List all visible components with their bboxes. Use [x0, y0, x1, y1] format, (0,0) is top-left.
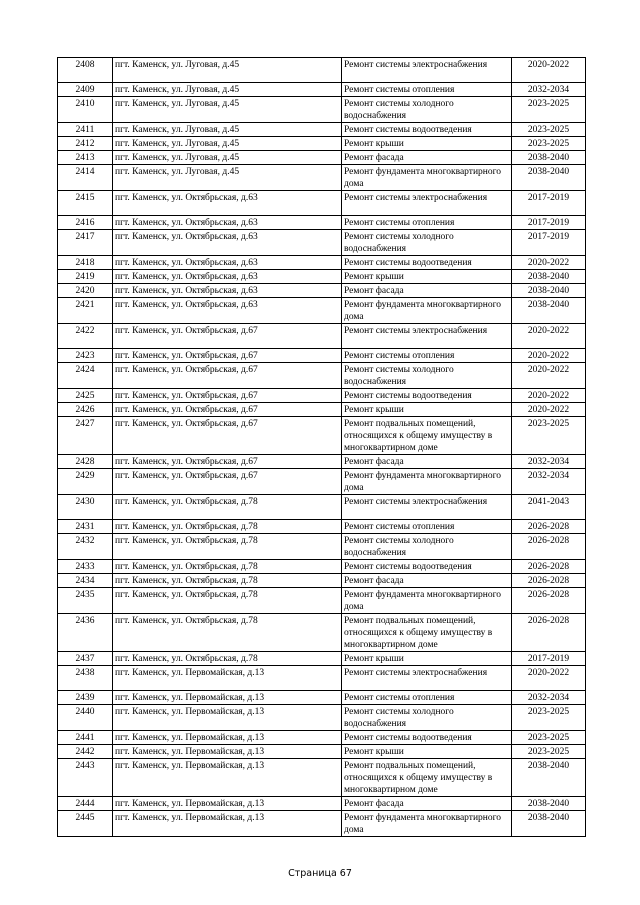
- work-type-cell: Ремонт системы отопления: [342, 691, 512, 705]
- table-row: [58, 455, 586, 469]
- table-row: [58, 745, 586, 759]
- work-type-cell: Ремонт системы электроснабжения: [342, 191, 512, 216]
- row-number-cell: 2433: [58, 560, 113, 574]
- work-type-cell: Ремонт системы отопления: [342, 216, 512, 230]
- row-number-cell: 2415: [58, 191, 113, 216]
- work-type-cell: Ремонт подвальных помещений, относящихся к общему имуществу в многоквартирном доме: [342, 417, 512, 455]
- work-type-cell: Ремонт фасада: [342, 455, 512, 469]
- period-cell: 2038-2040: [512, 298, 586, 324]
- work-type-cell: Ремонт фасада: [342, 151, 512, 165]
- row-number-cell: 2441: [58, 731, 113, 745]
- period-cell: 2026-2028: [512, 560, 586, 574]
- address-cell: пгт. Каменск, ул. Октябрьская, д.63: [113, 216, 342, 230]
- address-cell: пгт. Каменск, ул. Октябрьская, д.78: [113, 652, 342, 666]
- address-cell: пгт. Каменск, ул. Октябрьская, д.67: [113, 349, 342, 363]
- work-type-cell: Ремонт крыши: [342, 270, 512, 284]
- address-cell: пгт. Каменск, ул. Октябрьская, д.78: [113, 534, 342, 560]
- address-cell: пгт. Каменск, ул. Октябрьская, д.78: [113, 588, 342, 614]
- table-row: [58, 534, 586, 560]
- row-number-cell: 2428: [58, 455, 113, 469]
- table-row: [58, 123, 586, 137]
- row-number-cell: 2410: [58, 97, 113, 123]
- work-type-cell: Ремонт системы электроснабжения: [342, 495, 512, 520]
- work-type-cell: Ремонт системы водоотведения: [342, 560, 512, 574]
- period-cell: 2038-2040: [512, 270, 586, 284]
- work-type-cell: Ремонт подвальных помещений, относящихся к общему имуществу в многоквартирном доме: [342, 759, 512, 797]
- table-row: [58, 151, 586, 165]
- work-type-cell: Ремонт фасада: [342, 574, 512, 588]
- table-row: [58, 284, 586, 298]
- row-number-cell: 2419: [58, 270, 113, 284]
- table-row: [58, 691, 586, 705]
- period-cell: 2026-2028: [512, 534, 586, 560]
- table-row: [58, 324, 586, 349]
- work-type-cell: Ремонт фундамента многоквартирного дома: [342, 469, 512, 495]
- row-number-cell: 2412: [58, 137, 113, 151]
- work-type-cell: Ремонт системы холодного водоснабжения: [342, 97, 512, 123]
- table-row: [58, 403, 586, 417]
- work-type-cell: Ремонт крыши: [342, 745, 512, 759]
- address-cell: пгт. Каменск, ул. Октябрьская, д.78: [113, 560, 342, 574]
- address-cell: пгт. Каменск, ул. Октябрьская, д.63: [113, 230, 342, 256]
- period-cell: 2020-2022: [512, 666, 586, 691]
- table-row: [58, 83, 586, 97]
- period-cell: 2023-2025: [512, 123, 586, 137]
- work-type-cell: Ремонт системы отопления: [342, 83, 512, 97]
- table-row: [58, 363, 586, 389]
- table-row: [58, 216, 586, 230]
- row-number-cell: 2408: [58, 58, 113, 83]
- work-type-cell: Ремонт системы холодного водоснабжения: [342, 230, 512, 256]
- address-cell: пгт. Каменск, ул. Луговая, д.45: [113, 58, 342, 83]
- row-number-cell: 2423: [58, 349, 113, 363]
- row-number-cell: 2411: [58, 123, 113, 137]
- work-type-cell: Ремонт фасада: [342, 797, 512, 811]
- table-row: [58, 58, 586, 83]
- address-cell: пгт. Каменск, ул. Луговая, д.45: [113, 123, 342, 137]
- row-number-cell: 2425: [58, 389, 113, 403]
- work-type-cell: Ремонт системы электроснабжения: [342, 666, 512, 691]
- table-row: [58, 652, 586, 666]
- work-type-cell: Ремонт системы электроснабжения: [342, 324, 512, 349]
- address-cell: пгт. Каменск, ул. Октябрьская, д.63: [113, 270, 342, 284]
- table-row: [58, 759, 586, 797]
- period-cell: 2023-2025: [512, 745, 586, 759]
- period-cell: 2041-2043: [512, 495, 586, 520]
- row-number-cell: 2443: [58, 759, 113, 797]
- table-row: [58, 349, 586, 363]
- address-cell: пгт. Каменск, ул. Луговая, д.45: [113, 97, 342, 123]
- row-number-cell: 2439: [58, 691, 113, 705]
- table-row: [58, 666, 586, 691]
- address-cell: пгт. Каменск, ул. Октябрьская, д.78: [113, 614, 342, 652]
- row-number-cell: 2432: [58, 534, 113, 560]
- period-cell: 2026-2028: [512, 614, 586, 652]
- row-number-cell: 2442: [58, 745, 113, 759]
- table-row: [58, 797, 586, 811]
- row-number-cell: 2409: [58, 83, 113, 97]
- row-number-cell: 2420: [58, 284, 113, 298]
- row-number-cell: 2431: [58, 520, 113, 534]
- document-page: [57, 57, 585, 837]
- work-type-cell: Ремонт системы водоотведения: [342, 123, 512, 137]
- row-number-cell: 2434: [58, 574, 113, 588]
- period-cell: 2017-2019: [512, 230, 586, 256]
- work-type-cell: Ремонт системы водоотведения: [342, 731, 512, 745]
- work-type-cell: Ремонт системы холодного водоснабжения: [342, 363, 512, 389]
- table-row: [58, 520, 586, 534]
- row-number-cell: 2417: [58, 230, 113, 256]
- work-type-cell: Ремонт фасада: [342, 284, 512, 298]
- work-type-cell: Ремонт крыши: [342, 137, 512, 151]
- address-cell: пгт. Каменск, ул. Первомайская, д.13: [113, 797, 342, 811]
- table-row: [58, 230, 586, 256]
- address-cell: пгт. Каменск, ул. Октябрьская, д.67: [113, 469, 342, 495]
- table-row: [58, 495, 586, 520]
- work-type-cell: Ремонт системы отопления: [342, 349, 512, 363]
- address-cell: пгт. Каменск, ул. Первомайская, д.13: [113, 811, 342, 837]
- table-row: [58, 469, 586, 495]
- work-type-cell: Ремонт системы водоотведения: [342, 389, 512, 403]
- table-body: [58, 58, 586, 837]
- period-cell: 2032-2034: [512, 455, 586, 469]
- table-row: [58, 389, 586, 403]
- period-cell: 2038-2040: [512, 165, 586, 191]
- row-number-cell: 2422: [58, 324, 113, 349]
- repair-schedule-table: [57, 57, 586, 837]
- table-row: [58, 256, 586, 270]
- period-cell: 2017-2019: [512, 216, 586, 230]
- address-cell: пгт. Каменск, ул. Первомайская, д.13: [113, 691, 342, 705]
- table-row: [58, 191, 586, 216]
- work-type-cell: Ремонт системы электроснабжения: [342, 58, 512, 83]
- address-cell: пгт. Каменск, ул. Октябрьская, д.67: [113, 417, 342, 455]
- table-row: [58, 165, 586, 191]
- period-cell: 2017-2019: [512, 652, 586, 666]
- page-number: Страница 67: [288, 868, 352, 879]
- period-cell: 2020-2022: [512, 256, 586, 270]
- row-number-cell: 2444: [58, 797, 113, 811]
- row-number-cell: 2437: [58, 652, 113, 666]
- address-cell: пгт. Каменск, ул. Луговая, д.45: [113, 165, 342, 191]
- address-cell: пгт. Каменск, ул. Октябрьская, д.78: [113, 520, 342, 534]
- address-cell: пгт. Каменск, ул. Октябрьская, д.63: [113, 284, 342, 298]
- address-cell: пгт. Каменск, ул. Октябрьская, д.67: [113, 389, 342, 403]
- table-row: [58, 137, 586, 151]
- address-cell: пгт. Каменск, ул. Первомайская, д.13: [113, 731, 342, 745]
- row-number-cell: 2430: [58, 495, 113, 520]
- address-cell: пгт. Каменск, ул. Луговая, д.45: [113, 137, 342, 151]
- table-row: [58, 417, 586, 455]
- row-number-cell: 2421: [58, 298, 113, 324]
- address-cell: пгт. Каменск, ул. Октябрьская, д.67: [113, 403, 342, 417]
- work-type-cell: Ремонт крыши: [342, 652, 512, 666]
- address-cell: пгт. Каменск, ул. Октябрьская, д.78: [113, 495, 342, 520]
- row-number-cell: 2435: [58, 588, 113, 614]
- address-cell: пгт. Каменск, ул. Октябрьская, д.63: [113, 191, 342, 216]
- row-number-cell: 2414: [58, 165, 113, 191]
- period-cell: 2038-2040: [512, 811, 586, 837]
- table-row: [58, 705, 586, 731]
- row-number-cell: 2413: [58, 151, 113, 165]
- address-cell: пгт. Каменск, ул. Октябрьская, д.63: [113, 256, 342, 270]
- address-cell: пгт. Каменск, ул. Первомайская, д.13: [113, 759, 342, 797]
- table-row: [58, 811, 586, 837]
- address-cell: пгт. Каменск, ул. Первомайская, д.13: [113, 705, 342, 731]
- address-cell: пгт. Каменск, ул. Октябрьская, д.67: [113, 363, 342, 389]
- period-cell: 2017-2019: [512, 191, 586, 216]
- table-row: [58, 588, 586, 614]
- row-number-cell: 2440: [58, 705, 113, 731]
- work-type-cell: Ремонт фундамента многоквартирного дома: [342, 165, 512, 191]
- work-type-cell: Ремонт подвальных помещений, относящихся к общему имуществу в многоквартирном доме: [342, 614, 512, 652]
- period-cell: 2023-2025: [512, 731, 586, 745]
- work-type-cell: Ремонт системы холодного водоснабжения: [342, 534, 512, 560]
- period-cell: 2020-2022: [512, 363, 586, 389]
- period-cell: 2038-2040: [512, 284, 586, 298]
- period-cell: 2023-2025: [512, 417, 586, 455]
- period-cell: 2032-2034: [512, 691, 586, 705]
- period-cell: 2038-2040: [512, 797, 586, 811]
- table-row: [58, 560, 586, 574]
- row-number-cell: 2416: [58, 216, 113, 230]
- period-cell: 2038-2040: [512, 759, 586, 797]
- work-type-cell: Ремонт крыши: [342, 403, 512, 417]
- address-cell: пгт. Каменск, ул. Луговая, д.45: [113, 151, 342, 165]
- work-type-cell: Ремонт системы отопления: [342, 520, 512, 534]
- work-type-cell: Ремонт системы холодного водоснабжения: [342, 705, 512, 731]
- period-cell: 2026-2028: [512, 574, 586, 588]
- period-cell: 2026-2028: [512, 520, 586, 534]
- table-row: [58, 270, 586, 284]
- period-cell: 2023-2025: [512, 705, 586, 731]
- period-cell: 2020-2022: [512, 349, 586, 363]
- period-cell: 2032-2034: [512, 469, 586, 495]
- row-number-cell: 2429: [58, 469, 113, 495]
- period-cell: 2032-2034: [512, 83, 586, 97]
- period-cell: 2038-2040: [512, 151, 586, 165]
- address-cell: пгт. Каменск, ул. Луговая, д.45: [113, 83, 342, 97]
- address-cell: пгт. Каменск, ул. Октябрьская, д.78: [113, 574, 342, 588]
- address-cell: пгт. Каменск, ул. Первомайская, д.13: [113, 666, 342, 691]
- address-cell: пгт. Каменск, ул. Октябрьская, д.67: [113, 324, 342, 349]
- work-type-cell: Ремонт фундамента многоквартирного дома: [342, 298, 512, 324]
- table-row: [58, 614, 586, 652]
- period-cell: 2020-2022: [512, 324, 586, 349]
- period-cell: 2023-2025: [512, 137, 586, 151]
- work-type-cell: Ремонт системы водоотведения: [342, 256, 512, 270]
- table-row: [58, 97, 586, 123]
- table-row: [58, 298, 586, 324]
- address-cell: пгт. Каменск, ул. Октябрьская, д.67: [113, 455, 342, 469]
- row-number-cell: 2424: [58, 363, 113, 389]
- table-row: [58, 574, 586, 588]
- row-number-cell: 2426: [58, 403, 113, 417]
- work-type-cell: Ремонт фундамента многоквартирного дома: [342, 588, 512, 614]
- period-cell: 2020-2022: [512, 389, 586, 403]
- address-cell: пгт. Каменск, ул. Октябрьская, д.63: [113, 298, 342, 324]
- row-number-cell: 2418: [58, 256, 113, 270]
- period-cell: 2020-2022: [512, 58, 586, 83]
- row-number-cell: 2436: [58, 614, 113, 652]
- table-row: [58, 731, 586, 745]
- row-number-cell: 2427: [58, 417, 113, 455]
- row-number-cell: 2445: [58, 811, 113, 837]
- period-cell: 2023-2025: [512, 97, 586, 123]
- period-cell: 2026-2028: [512, 588, 586, 614]
- row-number-cell: 2438: [58, 666, 113, 691]
- address-cell: пгт. Каменск, ул. Первомайская, д.13: [113, 745, 342, 759]
- period-cell: 2020-2022: [512, 403, 586, 417]
- work-type-cell: Ремонт фундамента многоквартирного дома: [342, 811, 512, 837]
